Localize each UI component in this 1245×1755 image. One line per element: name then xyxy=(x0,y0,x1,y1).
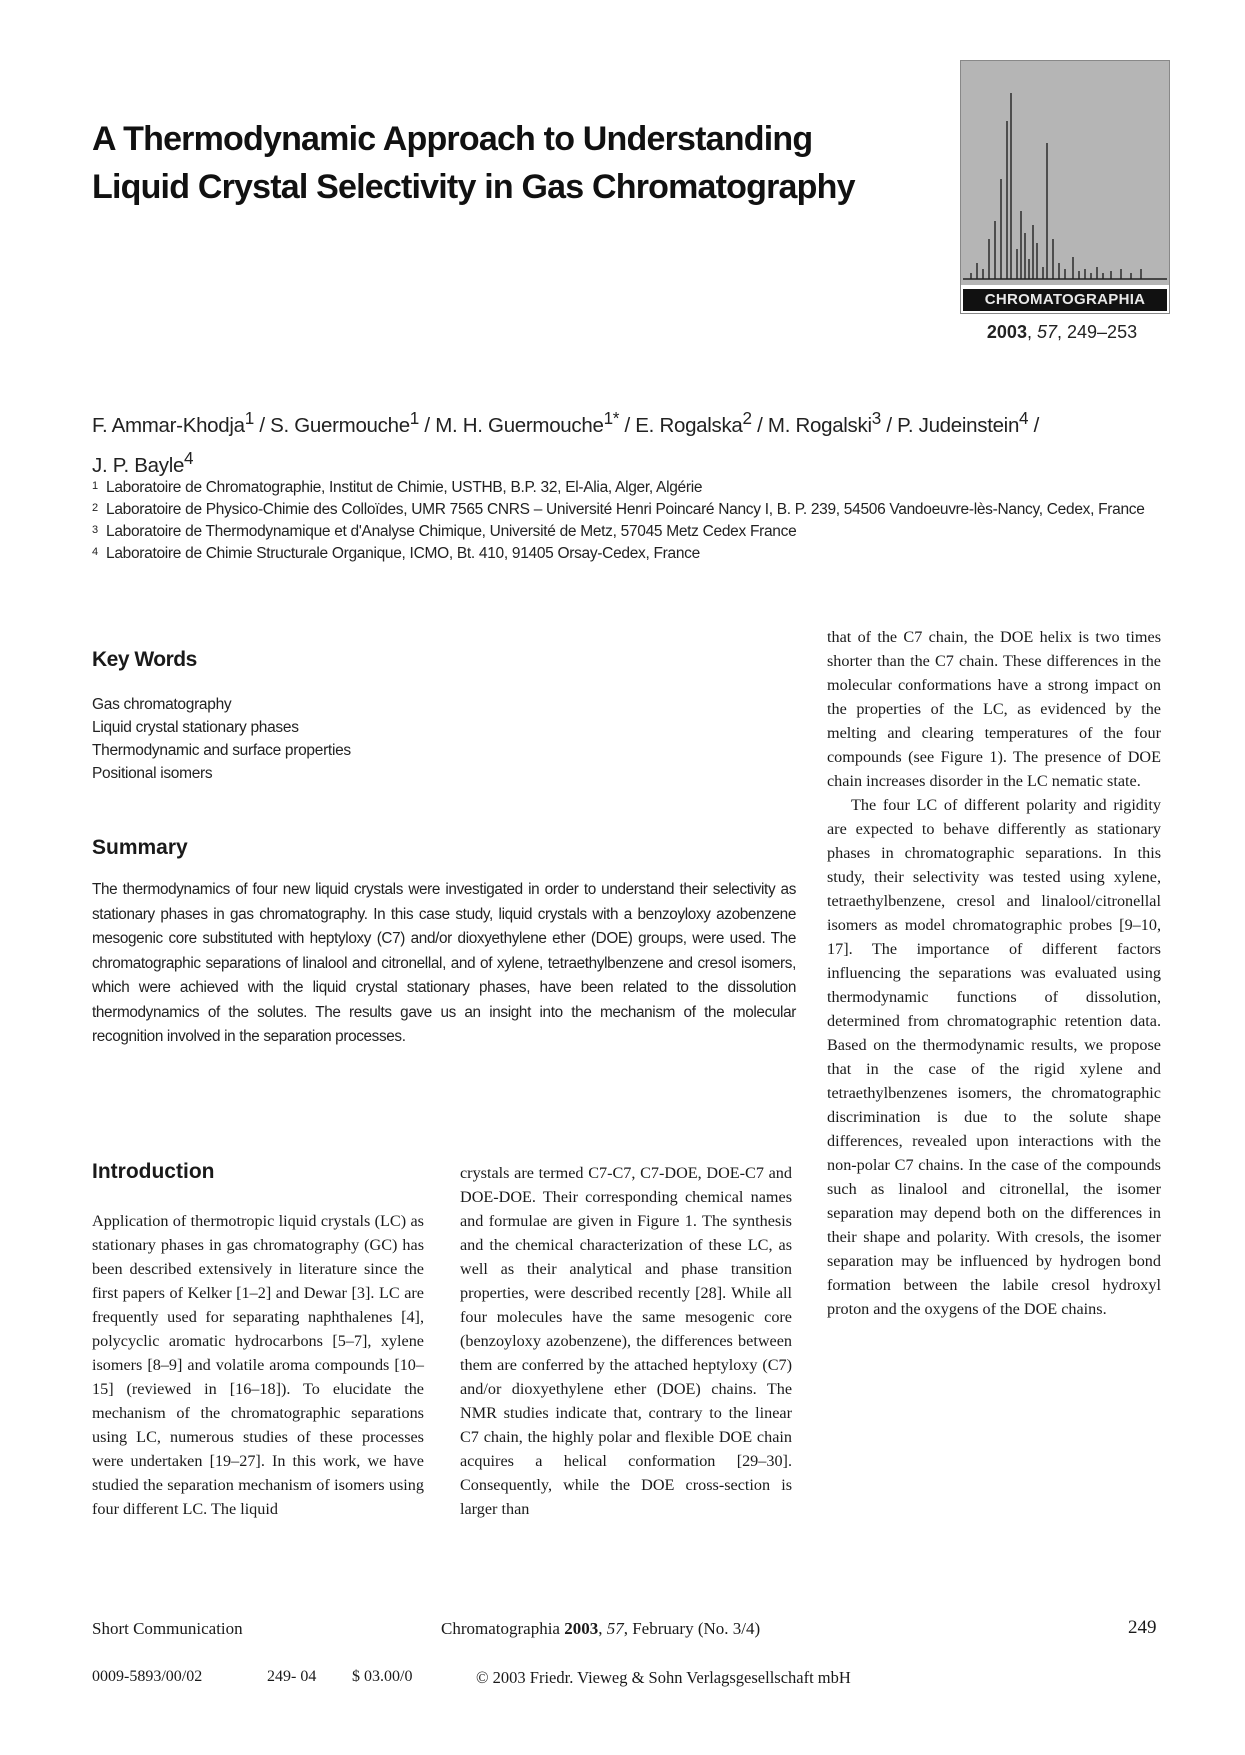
keywords-list xyxy=(92,693,351,785)
issn: 0009-5893/00/02 xyxy=(92,1668,203,1685)
body-column-2 xyxy=(460,1161,792,1521)
keyword: Liquid crystal stationary phases xyxy=(92,719,299,736)
title-line-1: A Thermodynamic Approach to Understanding xyxy=(92,120,813,158)
page-number: 249 xyxy=(1128,1617,1157,1638)
affiliations xyxy=(92,477,1177,565)
article-type: Short Communication xyxy=(92,1619,243,1638)
price: $ 03.00/0 xyxy=(352,1668,413,1685)
summary-text: The thermodynamics of four new liquid crystals were investigated in order to understand their selectivity as stationary phases in gas chromatography. In this case study, liquid crystals with a benzoyloxy azobenzene mesogenic core substituted with heptyloxy (C7) and/or dioxyethylene ether (DOE) groups, were used. The chromatographic separations of linalool and citronellal, and of xylene, tetraethylbenzene and cresol isomers, which were achieved with the liquid crystal stationary phases, have been related to the dissolution thermodynamics of the solutes. The results gave us an insight into the mechanism of the molecular recognition involved in the separation processes. xyxy=(92,881,796,1045)
author: P. Judeinstein xyxy=(897,413,1020,437)
body-paragraph: The four LC of different polarity and rigidity are expected to behave differently as stationary phases in chromatographic separations. In this study, their selectivity was tested using xylene, tetraethylbenzene, cresol and linalool/citronellal isomers as model chromatographic probes [9–10, 17]. The importance of different factors influencing the separations was evaluated using thermodynamic functions of dissolution, determined from chromatographic retention data. Based on the thermodynamic results, we propose that in the case of the rigid xylene and tetraethylbenzenes isomers, the chromatographic discrimination is due to the solute shape differences, revealed upon interactions with the non-polar C7 chains. In the case of the compounds such as linalool and citronellal, the isomer separation may depend both on the differences in their shape and polarity. With cresols, the isomer separation may be influenced by hydrogen bond formation between the labile cresol hydroxyl proton and the oxygens of the DOE chains. xyxy=(827,796,1161,1318)
journal-logo xyxy=(960,60,1170,314)
affiliation: 2 Laboratoire de Physico-Chimie des Colloïdes, UMR 7565 CNRS – Université Henri Poincaré Nancy I, B. P. 239, 54506 Vandoeuvre-lès-Nancy, Cedex, France xyxy=(92,501,1145,518)
affiliation: 1 Laboratoire de Chromatographie, Institut de Chimie, USTHB, B.P. 32, El-Alia, Alger, Algérie xyxy=(92,479,703,496)
author: F. Ammar-Khodja xyxy=(92,413,245,437)
author: E. Rogalska xyxy=(635,413,743,437)
keywords-heading: Key Words xyxy=(92,648,197,671)
author: J. P. Bayle xyxy=(92,453,185,477)
summary-heading: Summary xyxy=(92,836,188,859)
affiliation: 4 Laboratoire de Chimie Structurale Organique, ICMO, Bt. 410, 91405 Orsay-Cedex, France xyxy=(92,545,700,562)
body-paragraph: that of the C7 chain, the DOE helix is two times shorter than the C7 chain. These differences in the molecular conformations have a strong impact on the properties of the LC, as evidenced by the melting and clearing temperatures of the four compounds (see Figure 1). The presence of DOE chain increases disorder in the LC nematic state. xyxy=(827,628,1161,790)
page-range-code: 249- 04 xyxy=(267,1668,317,1685)
citation-year: 2003 xyxy=(986,322,1027,342)
keyword: Positional isomers xyxy=(92,765,213,782)
citation-volume: 57 xyxy=(1036,322,1057,342)
body-column-1 xyxy=(92,1209,424,1521)
journal-logo-label: CHROMATOGRAPHIA xyxy=(963,289,1167,311)
introduction-heading: Introduction xyxy=(92,1160,215,1183)
author-list: F. Ammar-Khodja$^1$ / S. Guermouche$^1$ / M. H. Guermouche$^{1*}$ / E. Rogalska$^2$ / M. Rogalski$^3$ / P. Judeinstein$^4$ / J. P. Bayle$^4$ xyxy=(92,409,1040,477)
author: S. Guermouche xyxy=(270,413,410,437)
author: M. Rogalski xyxy=(767,413,872,437)
body-column-3 xyxy=(827,625,1161,1321)
journal-footer: Chromatographia 2003, 57, February (No. 3/4) xyxy=(441,1619,761,1638)
citation: 2003, 57, 249–253 xyxy=(986,322,1138,342)
citation-pages: 249–253 xyxy=(1067,322,1138,342)
author: M. H. Guermouche xyxy=(435,413,604,437)
chromatogram-logo-graphic xyxy=(961,61,1169,287)
title-line-2: Liquid Crystal Selectivity in Gas Chromatography xyxy=(92,168,855,206)
paper-title xyxy=(92,115,952,211)
body-paragraph: Application of thermotropic liquid crystals (LC) as stationary phases in gas chromatography (GC) has been described extensively in literature since the first papers of Kelker [1–2] and Dewar [3]. LC are frequently used for separating naphthalenes [4], polycyclic aromatic hydrocarbons [5–7], xylene isomers [8–9] and volatile aroma compounds [10–15] (reviewed in [16–18]). To elucidate the mechanism of the chromatographic separations using LC, numerous studies of these processes were undertaken [19–27]. In this work, we have studied the separation mechanism of isomers using four different LC. The liquid xyxy=(92,1212,424,1518)
keyword: Thermodynamic and surface properties xyxy=(92,742,351,759)
body-paragraph: crystals are termed C7-C7, C7-DOE, DOE-C7 and DOE-DOE. Their corresponding chemical names and formulae are given in Figure 1. The synthesis and the chemical characterization of these LC, as well as their analytical and phase transition properties, were described recently [28]. While all four molecules have the same mesogenic core (benzoyloxy azobenzene), the differences between them are conferred by the attached heptyloxy (C7) and/or dioxyethylene ether (DOE) chains. The NMR studies indicate that, contrary to the linear C7 chain, the highly polar and flexible DOE chain acquires a helical conformation [29–30]. Consequently, while the DOE cross-section is larger than xyxy=(460,1164,792,1518)
keyword: Gas chromatography xyxy=(92,696,232,713)
affiliation: 3 Laboratoire de Thermodynamique et d'Analyse Chimique, Université de Metz, 57045 Metz Cedex France xyxy=(92,523,797,540)
copyright: © 2003 Friedr. Vieweg & Sohn Verlagsgesellschaft mbH xyxy=(476,1668,851,1687)
